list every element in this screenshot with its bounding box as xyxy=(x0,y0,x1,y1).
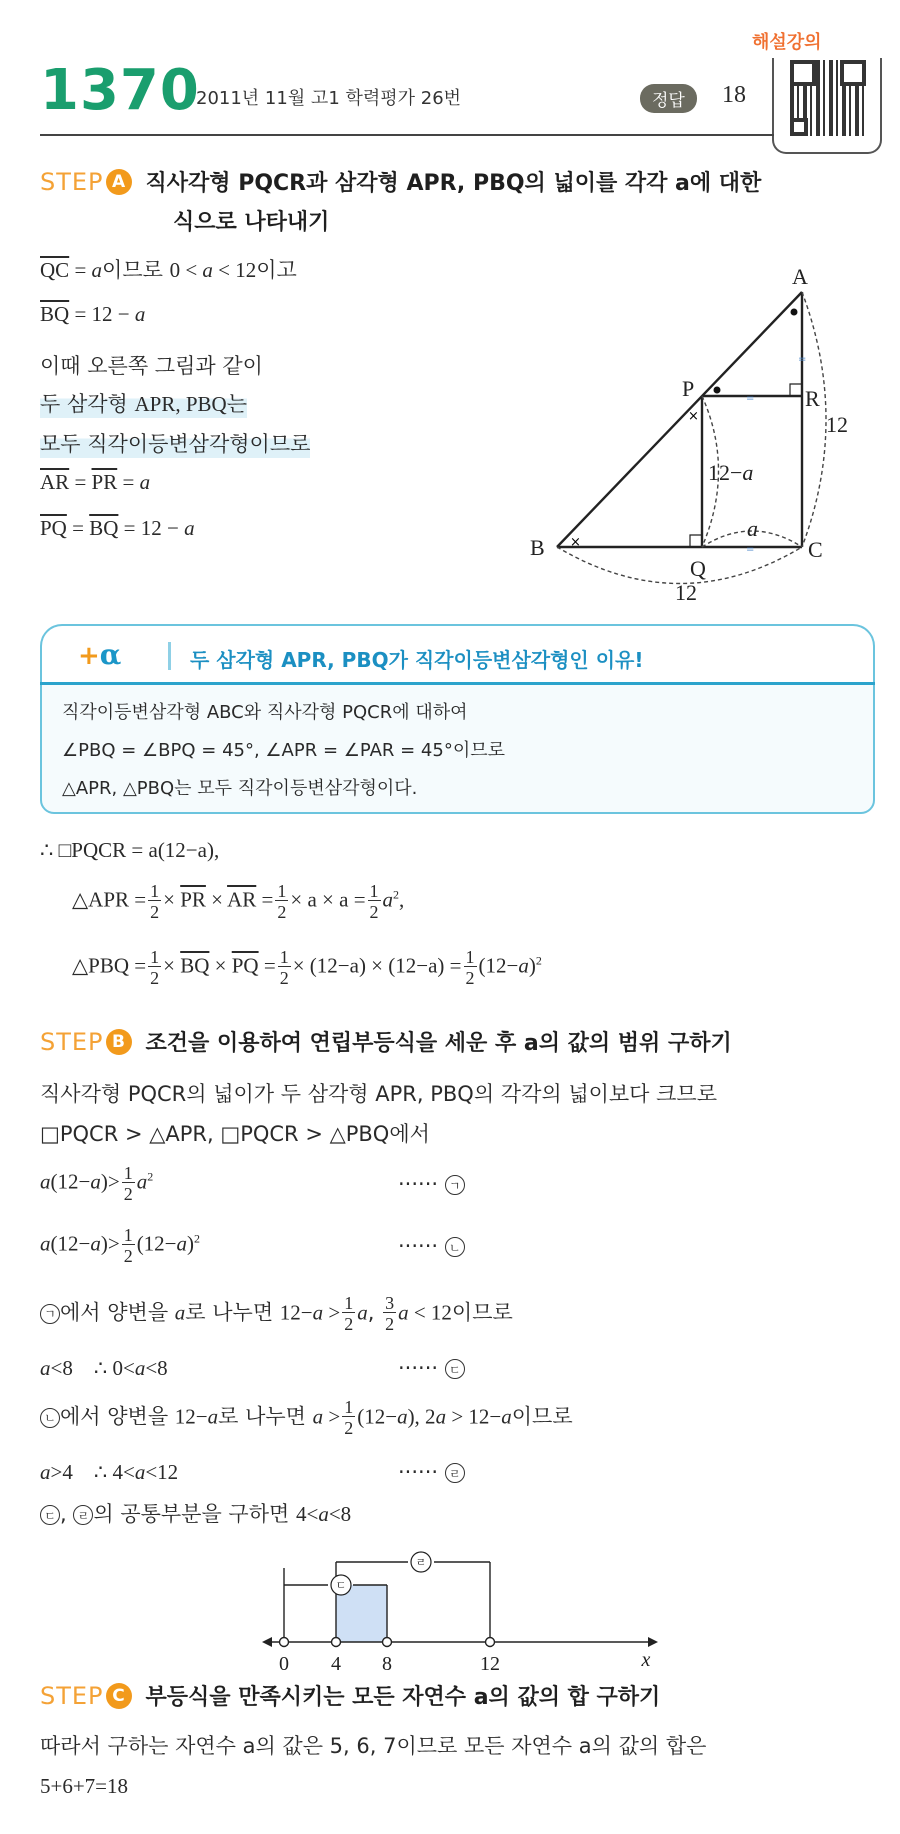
label-a: A xyxy=(792,264,808,289)
text-line: $\overline{BQ} = 12 - a$ xyxy=(40,302,146,326)
qr-code-icon xyxy=(790,60,866,136)
number-line-diagram xyxy=(260,1540,680,1675)
problem-source: 2011년 11월 고1 학력평가 26번 xyxy=(196,88,462,109)
inequality-1: a(12−a)> $\frac{1}{2}$ $a^2$ xyxy=(40,1163,154,1204)
step-b-badge-icon: B xyxy=(106,1029,132,1055)
tag: ······ ㄱ xyxy=(398,1172,465,1196)
header-divider xyxy=(40,134,774,136)
svg-text:=: = xyxy=(746,544,755,555)
text-line: $\overline{PQ} = \overline{BQ} = 12 - a$ xyxy=(40,516,195,540)
result-1: a<8 ∴ 0<a<8 xyxy=(40,1356,168,1380)
area-apr: △APR = $\frac{1}{2}$ × $\overline{PR} \times \overline{AR}$ = $\frac{1}{2}$ × a × a = $\frac{1}{2}$ $a^2$, xyxy=(72,881,405,922)
area-rect: ∴ □PQCR = a(12−a), xyxy=(40,838,220,862)
text-line: 따라서 구하는 자연수 a의 값은 5, 6, 7이므로 모든 자연수 a의 값의 합은 xyxy=(40,1734,707,1758)
step-a-title-2: 식으로 나타내기 xyxy=(173,210,330,235)
svg-text:12: 12 xyxy=(675,580,697,605)
tag: ······ ㄹ xyxy=(398,1460,465,1484)
qr-label[interactable]: 해설강의 xyxy=(752,32,822,53)
tip-line: △APR, △PBQ는 모두 직각이등변삼각형이다. xyxy=(62,778,418,799)
area-pbq: △PBQ = $\frac{1}{2}$ × $\overline{BQ} \times \overline{PQ}$ = $\frac{1}{2}$ × (12−a) × (12−a) = $\frac{1}{2}$ $(12-a)^2$ xyxy=(72,947,542,988)
label-c: C xyxy=(808,537,823,562)
text-line: $\overline{AR} = \overline{PR} = a$ xyxy=(40,470,151,494)
svg-text:a: a xyxy=(747,516,758,541)
tag: ······ ㄷ xyxy=(398,1356,465,1380)
text-line: $\overline{QC} = a$이므로 0 < a < 12이고 xyxy=(40,258,297,282)
svg-text:8: 8 xyxy=(382,1653,392,1675)
label-r: R xyxy=(805,386,820,411)
step-label: STEP xyxy=(40,1681,104,1710)
tip-line: ∠PBQ = ∠BPQ = 45°, ∠APR = ∠PAR = 45°이므로 xyxy=(62,740,506,761)
divider xyxy=(168,642,171,670)
text-line: 직사각형 PQCR의 넓이가 두 삼각형 APR, PBQ의 각각의 넓이보다 크므로 xyxy=(40,1082,717,1106)
triangle-figure xyxy=(520,250,900,610)
svg-text:×: × xyxy=(570,535,581,550)
step-c-title: 부등식을 만족시키는 모든 자연수 a의 값의 합 구하기 xyxy=(145,1685,661,1710)
step-a-heading xyxy=(40,166,761,197)
label-b: B xyxy=(530,535,545,560)
step-a-badge-icon: A xyxy=(106,169,132,195)
text-line: 이때 오른쪽 그림과 같이 xyxy=(40,354,263,378)
step-b-heading xyxy=(40,1026,732,1057)
tip-box-rule xyxy=(40,682,875,685)
text-line: □PQCR > △APR, □PQCR > △PBQ에서 xyxy=(40,1122,430,1146)
derive-2: ㄴ 에서 양변을 12−a로 나누면 a > $\frac{1}{2}$ (12−a), 2a > 12−a이므로 xyxy=(40,1398,573,1437)
common-part: ㄷ , ㄹ 의 공통부분을 구하면 4<a<8 xyxy=(40,1498,351,1528)
svg-text:=: = xyxy=(798,354,807,365)
svg-text:=: = xyxy=(746,393,755,404)
step-label: STEP xyxy=(40,1027,104,1056)
problem-number: 1370 xyxy=(40,58,200,123)
qr-code-box[interactable] xyxy=(772,58,882,154)
label-p: P xyxy=(682,376,695,401)
result-2: a>4 ∴ 4<a<12 xyxy=(40,1460,179,1484)
highlight-line: 모두 직각이등변삼각형이므로 xyxy=(40,428,310,458)
label-q: Q xyxy=(690,556,706,581)
derive-1: ㄱ 에서 양변을 a로 나누면 12−a > $\frac{1}{2}$ a, $\frac{3}{2}$ a < 12이므로 xyxy=(40,1294,513,1333)
step-a-title: 직사각형 PQCR과 삼각형 APR, PBQ의 넓이를 각각 a에 대한 xyxy=(145,171,762,196)
svg-text:×: × xyxy=(688,409,699,424)
svg-text:4: 4 xyxy=(331,1653,341,1675)
answer-value: 18 xyxy=(722,82,746,108)
svg-text:12−a: 12−a xyxy=(708,460,754,485)
svg-text:12: 12 xyxy=(826,412,848,437)
step-b-title: 조건을 이용하여 연립부등식을 세운 후 a의 값의 범위 구하기 xyxy=(145,1031,732,1056)
plus-alpha-icon: +α xyxy=(78,638,122,671)
step-c-heading xyxy=(40,1680,660,1711)
step-label: STEP xyxy=(40,167,104,196)
svg-text:ㄷ: ㄷ xyxy=(335,1579,347,1592)
tip-line: 직각이등변삼각형 ABC와 직사각형 PQCR에 대하여 xyxy=(62,702,468,723)
step-c-badge-icon: C xyxy=(106,1683,132,1709)
svg-text:0: 0 xyxy=(279,1653,289,1675)
answer-badge: 정답 xyxy=(640,84,697,113)
inequality-2: a(12−a)> $\frac{1}{2}$ $(12-a)^2$ xyxy=(40,1225,201,1266)
highlight-line: 두 삼각형 APR, PBQ는 xyxy=(40,388,247,418)
svg-text:x: x xyxy=(641,1649,651,1671)
svg-text:12: 12 xyxy=(480,1653,500,1675)
tag: ······ ㄴ xyxy=(398,1234,465,1258)
svg-text:ㄹ: ㄹ xyxy=(415,1556,427,1569)
final-answer: 5+6+7=18 xyxy=(40,1774,129,1798)
tip-box-title: 두 삼각형 APR, PBQ가 직각이등변삼각형인 이유! xyxy=(190,648,644,672)
